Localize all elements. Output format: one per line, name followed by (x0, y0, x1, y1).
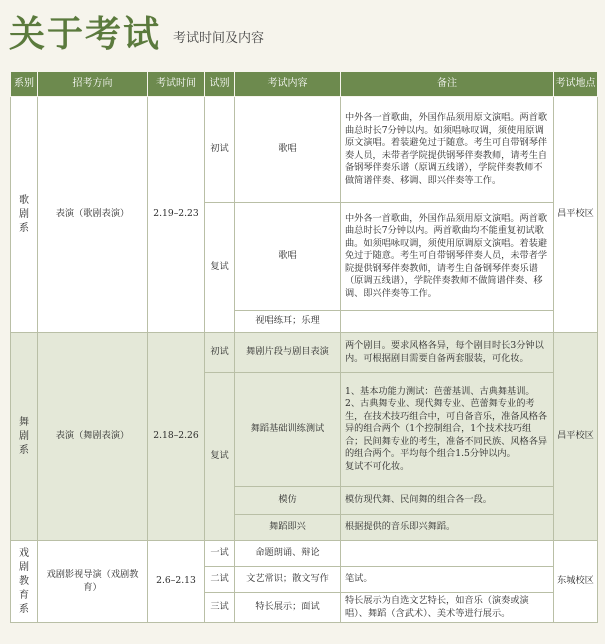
exam-table (10, 71, 598, 623)
round-cell: 二试 (205, 567, 235, 593)
content-cell: 模仿 (235, 487, 341, 515)
note-cell: 特长展示为自选文艺特长，如音乐（演奏或演唱）、舞蹈（含武术）、美术等进行展示。 (341, 593, 554, 623)
content-cell: 特长展示；面试 (235, 593, 341, 623)
page-title: 关于考试 (9, 13, 162, 55)
note-cell (341, 311, 554, 333)
note-cell: 模仿现代舞、民间舞的组合各一段。 (341, 487, 554, 515)
table-header-row (11, 72, 598, 97)
round-cell: 三试 (205, 593, 235, 623)
note-cell: 两个剧目。要求风格各异，每个剧目时长3分钟以内。可根据剧目需要自备两套服装，可化妆。 (341, 333, 554, 373)
content-cell: 舞蹈即兴 (235, 515, 341, 541)
note-cell: 1、基本功能力测试：芭蕾基训、古典舞基训。 2、古典舞专业、现代舞专业、芭蕾舞专业的考生，在技术技巧组合中，可自备音乐，准备风格各异的组合两个（1个控制组合，1个技术技巧组合；民间舞专业的考生，准备不同民族、风格各异的组合两个。平均每个组合1.5分钟以内。 复试不可化妆。 (341, 373, 554, 487)
time-cell: 2.19–2.23 (148, 97, 205, 333)
column-header: 招考方向 (38, 72, 148, 97)
table-row (11, 333, 598, 373)
location-cell: 昌平校区 (554, 97, 598, 333)
column-header: 备注 (341, 72, 554, 97)
content-cell: 文艺常识；散文写作 (235, 567, 341, 593)
location-cell: 东城校区 (554, 541, 598, 623)
content-cell: 歌唱 (235, 203, 341, 311)
major-cell: 表演（歌剧表演） (38, 97, 148, 333)
time-cell: 2.6–2.13 (148, 541, 205, 623)
round-cell: 初试 (205, 97, 235, 203)
note-cell: 根据提供的音乐即兴舞蹈。 (341, 515, 554, 541)
content-cell: 歌唱 (235, 97, 341, 203)
department-cell: 舞剧系 (11, 333, 38, 541)
column-header: 试别 (205, 72, 235, 97)
time-cell: 2.18–2.26 (148, 333, 205, 541)
page-subtitle: 考试时间及内容 (173, 31, 265, 46)
note-cell (341, 541, 554, 567)
major-cell: 表演（舞剧表演） (38, 333, 148, 541)
major-cell: 戏剧影视导演（戏剧教育） (38, 541, 148, 623)
header (9, 0, 264, 56)
department-cell: 戏剧教育系 (11, 541, 38, 623)
content-cell: 视唱练耳；乐理 (235, 311, 341, 333)
round-cell: 初试 (205, 333, 235, 373)
note-cell: 中外各一首歌曲，外国作品须用原文演唱。两首歌曲总时长7分钟以内。两首歌曲均不能重复初试歌曲。如须唱咏叹调，须使用原调原文演唱。着装避免过于随意。考生可自带钢琴伴奏人员，未带者学院提供钢琴伴奏教师，请考生自备钢琴伴奏乐谱（原调五线谱），学院伴奏教师不做简谱伴奏、移调、即兴伴奏等工作。 (341, 203, 554, 311)
column-header: 考试内容 (235, 72, 341, 97)
content-cell: 舞剧片段与剧目表演 (235, 333, 341, 373)
round-cell: 复试 (205, 373, 235, 541)
location-cell: 昌平校区 (554, 333, 598, 541)
column-header: 系别 (11, 72, 38, 97)
note-cell: 笔试。 (341, 567, 554, 593)
note-cell: 中外各一首歌曲，外国作品须用原文演唱。两首歌曲总时长7分钟以内。如须唱咏叹调，须使用原调原文演唱。着装避免过于随意。考生可自带钢琴伴奏人员，未带者学院提供钢琴伴奏教师，请考生自备钢琴伴奏乐谱（原调五线谱），学院伴奏教师不做简谱伴奏、移调、即兴伴奏等工作。 (341, 97, 554, 203)
content-cell: 舞蹈基础训练测试 (235, 373, 341, 487)
round-cell: 一试 (205, 541, 235, 567)
table-row (11, 541, 598, 567)
table-row (11, 97, 598, 203)
column-header: 考试时间 (148, 72, 205, 97)
round-cell: 复试 (205, 203, 235, 333)
department-cell: 歌剧系 (11, 97, 38, 333)
column-header: 考试地点 (554, 72, 598, 97)
content-cell: 命题朗诵、辩论 (235, 541, 341, 567)
